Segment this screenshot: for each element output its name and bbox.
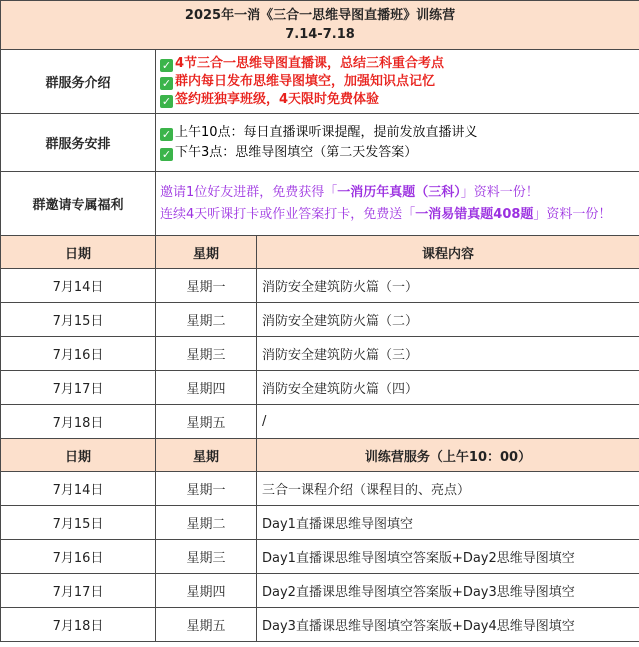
table-row: [1, 371, 639, 405]
table-row: [1, 472, 639, 506]
check-icon: ✓: [161, 127, 172, 141]
check-icon: ✓: [161, 94, 172, 108]
schedule-label: 群服务安排: [1, 114, 156, 172]
service-date: 7月14日: [1, 472, 156, 506]
service-content: Day1直播课思维导图填空答案版+Day2思维导图填空: [257, 540, 639, 574]
table-row: [1, 405, 639, 439]
course-content: 消防安全建筑防火篇（一）: [257, 269, 639, 303]
title-line-1: 2025年一消《三合一思维导图直播班》训练营: [184, 8, 456, 23]
table-row: [1, 303, 639, 337]
schedule-content: [156, 114, 639, 172]
course-weekday: 星期二: [156, 303, 257, 337]
table-row: [1, 506, 639, 540]
sheet-title: [1, 1, 639, 50]
service-content: Day3直播课思维导图填空答案版+Day4思维导图填空: [257, 608, 639, 642]
schedule-item: ✓ 下午3点：思维导图填空（第二天发答案）: [161, 144, 418, 161]
service-weekday: 星期四: [156, 574, 257, 608]
course-weekday: 星期四: [156, 371, 257, 405]
invite-label: 群邀请专属福利: [1, 172, 156, 236]
table-row: [1, 574, 639, 608]
service-weekday: 星期一: [156, 472, 257, 506]
course-weekday: 星期五: [156, 405, 257, 439]
course-date: 7月17日: [1, 371, 156, 405]
service-header-date: 日期: [1, 439, 156, 472]
service-date: 7月18日: [1, 608, 156, 642]
invite-line-1: 邀请1位好友进群，免费获得「一消历年真题（三科）」资料一份！: [160, 184, 539, 200]
course-content: /: [257, 405, 639, 439]
service-header-content: 训练营服务（上午10：00）: [257, 439, 639, 472]
title-line-2: 7.14-7.18: [285, 27, 355, 42]
service-content: Day2直播课思维导图填空答案版+Day3思维导图填空: [257, 574, 639, 608]
table-row: [1, 337, 639, 371]
table-row: [1, 540, 639, 574]
check-icon: ✓: [161, 58, 172, 72]
service-content: Day1直播课思维导图填空: [257, 506, 639, 540]
course-date: 7月14日: [1, 269, 156, 303]
course-date: 7月15日: [1, 303, 156, 337]
course-header-weekday: 星期: [156, 236, 257, 269]
service-weekday: 星期三: [156, 540, 257, 574]
course-date: 7月16日: [1, 337, 156, 371]
intro-item: ✓ 群内每日发布思维导图填空，加强知识点记忆: [161, 73, 436, 90]
service-weekday: 星期二: [156, 506, 257, 540]
invite-content: [156, 172, 639, 236]
course-header-date: 日期: [1, 236, 156, 269]
intro-content: [156, 50, 639, 114]
intro-item: ✓ 签约班独享班级，4天限时免费体验: [161, 91, 380, 108]
service-header-weekday: 星期: [156, 439, 257, 472]
table-row: [1, 608, 639, 642]
course-date: 7月18日: [1, 405, 156, 439]
check-icon: ✓: [161, 147, 172, 161]
course-weekday: 星期三: [156, 337, 257, 371]
service-date: 7月15日: [1, 506, 156, 540]
intro-item: ✓ 4节三合一思维导图直播课，总结三科重合考点: [161, 55, 445, 72]
service-weekday: 星期五: [156, 608, 257, 642]
service-date: 7月16日: [1, 540, 156, 574]
course-weekday: 星期一: [156, 269, 257, 303]
course-content: 消防安全建筑防火篇（三）: [257, 337, 639, 371]
intro-label: 群服务介绍: [1, 50, 156, 114]
course-content: 消防安全建筑防火篇（二）: [257, 303, 639, 337]
check-icon: ✓: [161, 76, 172, 90]
invite-line-2: 连续4天听课打卡或作业答案打卡，免费送「一消易错真题408题」资料一份！: [160, 206, 612, 222]
service-date: 7月17日: [1, 574, 156, 608]
table-row: [1, 269, 639, 303]
service-content: 三合一课程介绍（课程目的、亮点）: [257, 472, 639, 506]
course-header-content: 课程内容: [257, 236, 639, 269]
schedule-item: ✓ 上午10点：每日直播课听课提醒，提前发放直播讲义: [161, 124, 478, 141]
course-content: 消防安全建筑防火篇（四）: [257, 371, 639, 405]
